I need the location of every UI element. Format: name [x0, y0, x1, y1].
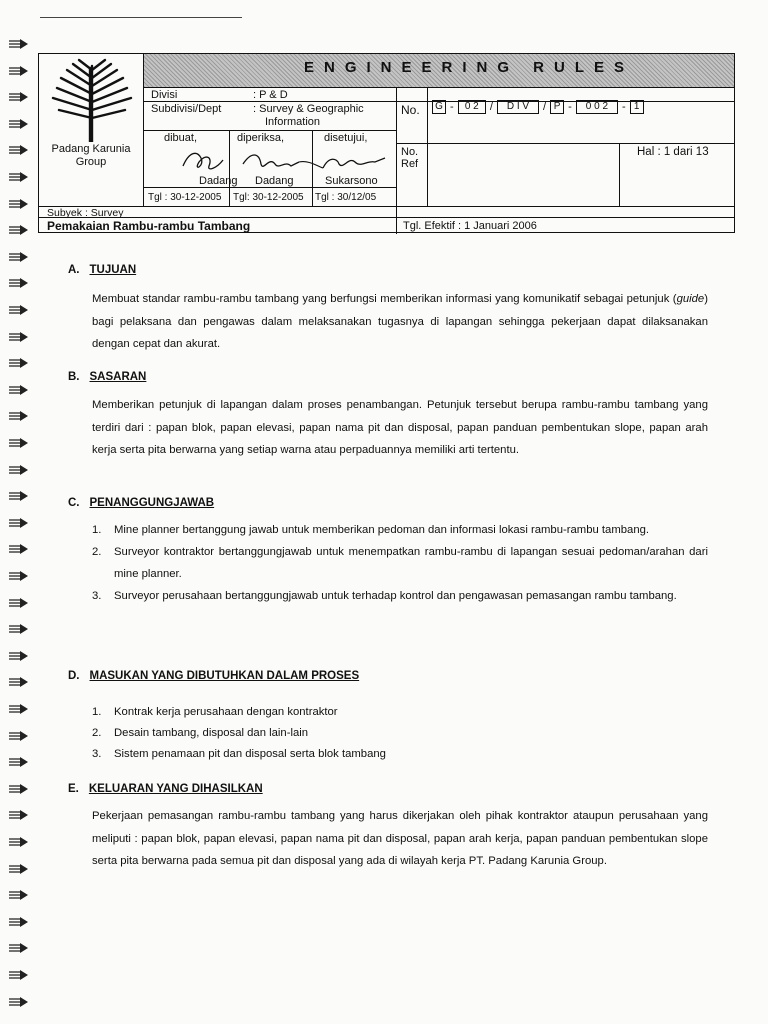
binder-hole-icon — [8, 543, 30, 555]
binder-hole-icon — [8, 623, 30, 635]
binder-hole-icon — [8, 969, 30, 981]
binder-hole-icon — [8, 863, 30, 875]
binder-hole-icon — [8, 650, 30, 662]
binder-hole-icon — [8, 730, 30, 742]
logo-cell — [39, 54, 144, 207]
subject-title: Pemakaian Rambu-rambu Tambang — [47, 219, 251, 233]
doc-no-label: No. — [401, 103, 420, 117]
col-divider — [619, 143, 620, 206]
document-number: G - 0 2 / D I V / P - 0 0 2 - 1 — [431, 100, 645, 114]
binder-hole-icon — [8, 91, 30, 103]
scan-top-line — [40, 17, 242, 18]
binder-hole-icon — [8, 437, 30, 449]
divisi-value: : P & D — [253, 89, 288, 101]
made-by-label: dibuat, — [164, 132, 198, 144]
binder-hole-icon — [8, 277, 30, 289]
document-header — [38, 53, 735, 233]
no-ref-label: No. Ref — [401, 146, 419, 170]
section-e-text: Pekerjaan pemasangan rambu-rambu tambang yang harus dikerjakan oleh pihak kontraktor ataupun perusahaan yang meliputi : papan blok, papan elevasi, papan nama pit dan disposal, papan arah kerja, papan panduan pembentukan slope serta pita berwarna pada semua pit dan disposal yang ada di wilayah kerja PT. Padang Karunia Group. — [92, 810, 708, 867]
binder-hole-icon — [8, 597, 30, 609]
doc-no-box: 0 0 2 — [576, 100, 618, 114]
page-number: Hal : 1 dari 13 — [637, 146, 709, 158]
binder-hole-icon — [8, 224, 30, 236]
approved-by-label: disetujui, — [324, 132, 368, 144]
binder-hole-icon — [8, 490, 30, 502]
section-title: KELUARAN YANG DIHASILKAN — [88, 783, 263, 795]
list-item — [92, 519, 708, 541]
binder-hole-icon — [8, 65, 30, 77]
effective-date: Tgl. Efektif : 1 Januari 2006 — [403, 220, 537, 232]
binder-hole-icon — [8, 676, 30, 688]
row-divider — [144, 130, 396, 131]
section-c-list — [92, 519, 708, 607]
binder-hole-icon — [8, 464, 30, 476]
binder-hole-icon — [8, 889, 30, 901]
doc-no-box: G — [432, 100, 446, 114]
binder-hole-icon — [8, 198, 30, 210]
company-name: Padang Karunia Group — [51, 143, 131, 168]
section-c-heading — [68, 497, 214, 509]
binder-hole-icon — [8, 410, 30, 422]
binder-hole-icon — [8, 38, 30, 50]
binder-hole-icon — [8, 304, 30, 316]
subdivisi-label: Subdivisi/Dept — [151, 103, 222, 115]
approved-date: Tgl : 30/12/05 — [315, 192, 377, 203]
binder-hole-icon — [8, 756, 30, 768]
list-text: Mine planner bertanggung jawab untuk memberikan pedoman dan informasi lokasi rambu-rambu tambang. — [114, 524, 650, 536]
doc-no-box: 1 — [630, 100, 644, 114]
list-number: 2. — [92, 727, 102, 739]
list-number: 1. — [92, 524, 102, 536]
made-date: Tgl : 30-12-2005 — [148, 192, 222, 203]
signature-icon — [239, 150, 389, 178]
section-e-heading — [68, 783, 263, 795]
binder-hole-icon — [8, 251, 30, 263]
binder-holes — [8, 20, 32, 1020]
subdivisi-value: : Survey & Geographic — [253, 103, 364, 115]
palm-logo-icon — [49, 58, 135, 142]
section-title: SASARAN — [89, 371, 147, 383]
section-letter: D. — [68, 670, 80, 682]
subdivisi-value-cont: Information — [265, 116, 321, 128]
binder-hole-icon — [8, 916, 30, 928]
section-letter: C. — [68, 497, 80, 509]
section-a-heading — [68, 264, 136, 276]
binder-hole-icon — [8, 384, 30, 396]
binder-hole-icon — [8, 357, 30, 369]
binder-hole-icon — [8, 570, 30, 582]
section-b-heading — [68, 371, 146, 383]
doc-no-box: D I V — [497, 100, 539, 114]
binder-hole-icon — [8, 809, 30, 821]
subject-label: Subyek : Survey — [47, 207, 124, 219]
binder-hole-icon — [8, 144, 30, 156]
list-text: Surveyor kontraktor bertanggungjawab untuk menempatkan rambu-rambu di lapangan sesuai pedoman/arahan dari mine planner. — [114, 546, 708, 580]
col-divider — [396, 87, 397, 217]
list-text: Kontrak kerja perusahaan dengan kontraktor — [114, 706, 338, 718]
col-divider — [229, 130, 230, 206]
approved-by-name: Sukarsono — [325, 175, 378, 187]
binder-hole-icon — [8, 996, 30, 1008]
list-item — [92, 585, 708, 607]
row-divider — [144, 187, 396, 188]
document-title: ENGINEERING RULES — [304, 59, 635, 76]
list-number: 3. — [92, 748, 102, 760]
checked-by-label: diperiksa, — [237, 132, 285, 144]
binder-hole-icon — [8, 171, 30, 183]
checked-by-name: Dadang — [255, 175, 294, 187]
binder-hole-icon — [8, 517, 30, 529]
list-number: 1. — [92, 706, 102, 718]
section-b-text: Memberikan petunjuk di lapangan dalam proses penambangan. Petunjuk tersebut berupa rambu-rambu tambang yang terdiri dari : papan blok, papan elevasi, papan nama pit dan disposal, papan panduan pembentukan slope, papan arah kerja serta pita berwarna yang setiap warna atau perpaduannya memiliki arti tertentu. — [92, 399, 708, 456]
col-divider — [427, 87, 428, 206]
section-d-list — [92, 702, 708, 765]
list-item — [92, 723, 708, 744]
section-title: PENANGGUNGJAWAB — [89, 497, 215, 509]
section-letter: B. — [68, 371, 80, 383]
binder-hole-icon — [8, 703, 30, 715]
row-divider — [39, 217, 734, 218]
list-text: Desain tambang, disposal dan lain-lain — [114, 727, 309, 739]
section-title: TUJUAN — [89, 264, 137, 276]
binder-hole-icon — [8, 783, 30, 795]
list-text: Surveyor perusahaan bertanggungjawab untuk terhadap kontrol dan pengawasan pemasangan rambu tambang. — [114, 590, 677, 602]
made-by-name: Dadang — [199, 175, 238, 187]
signature-icon — [179, 148, 229, 176]
checked-date: Tgl: 30-12-2005 — [233, 192, 304, 203]
section-d-heading — [68, 670, 359, 682]
doc-no-box: P — [550, 100, 564, 114]
col-divider — [396, 217, 397, 234]
title-bar — [144, 54, 734, 88]
doc-no-box: 0 2 — [458, 100, 486, 114]
section-title: MASUKAN YANG DIBUTUHKAN DALAM PROSES — [89, 670, 360, 682]
section-letter: A. — [68, 264, 80, 276]
list-number: 3. — [92, 590, 102, 602]
binder-hole-icon — [8, 118, 30, 130]
binder-hole-icon — [8, 942, 30, 954]
list-item — [92, 541, 708, 585]
row-divider — [39, 206, 734, 207]
row-divider — [396, 143, 734, 144]
binder-hole-icon — [8, 836, 30, 848]
list-item — [92, 702, 708, 723]
list-item — [92, 744, 708, 765]
binder-hole-icon — [8, 331, 30, 343]
list-text: Sistem penamaan pit dan disposal serta blok tambang — [114, 748, 386, 760]
list-number: 2. — [92, 546, 102, 558]
section-a-text: Membuat standar rambu-rambu tambang yang berfungsi memberikan informasi yang komunikatif sebagai petunjuk (guide) bagi pelaksana dan pengawas dalam melaksanakan tugasnya di lapangan sehingga pekerjaan dapat dilaksanakan dengan cepat dan akurat. — [92, 293, 708, 350]
divisi-label: Divisi — [151, 89, 178, 101]
section-letter: E. — [68, 783, 79, 795]
